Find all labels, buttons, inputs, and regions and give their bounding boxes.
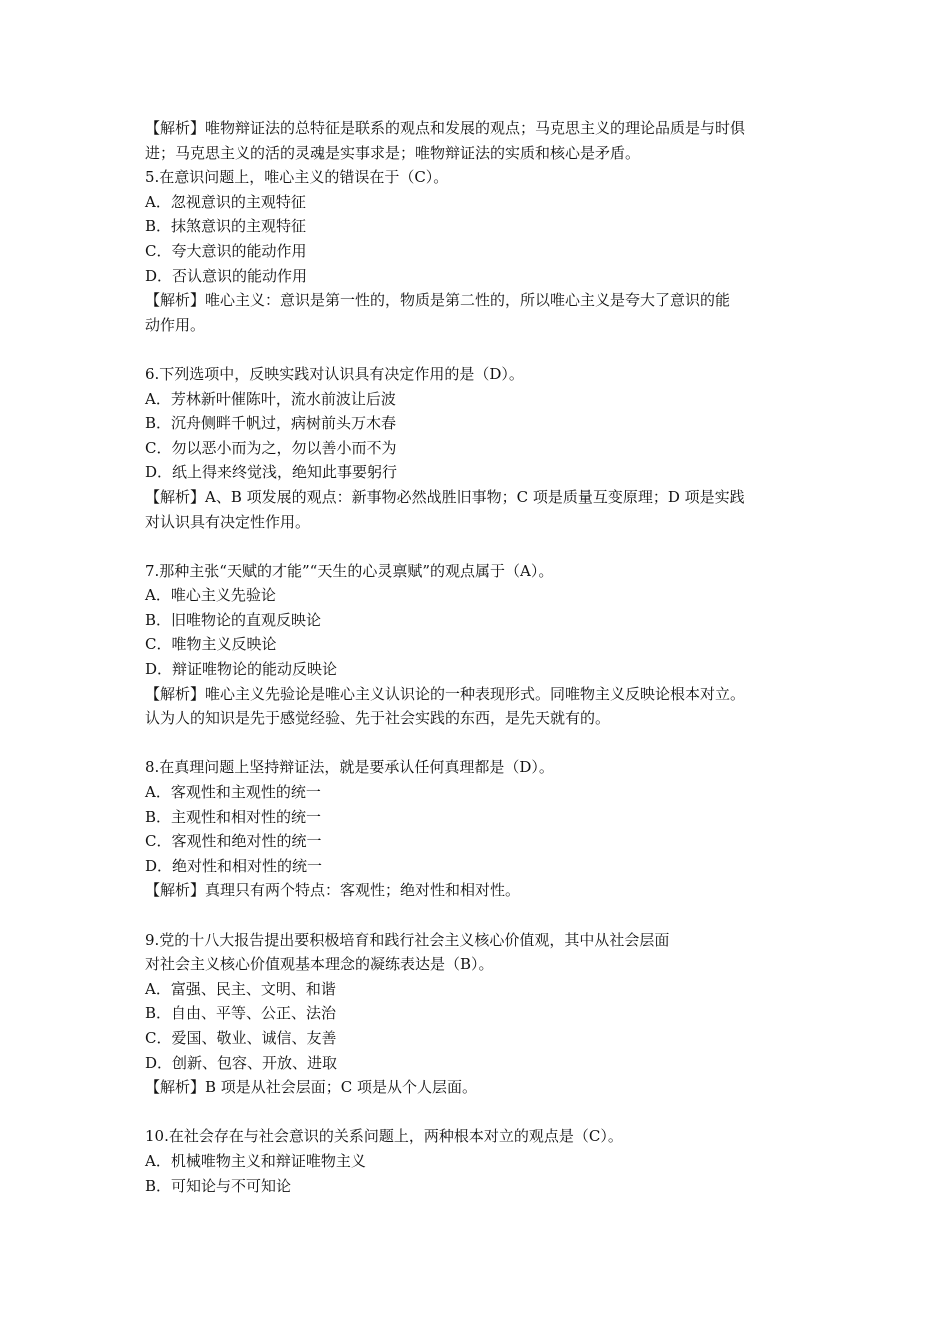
blank-line [145, 534, 815, 559]
blank-line [145, 1100, 815, 1125]
option-d: D．创新、包容、开放、进取 [145, 1053, 338, 1072]
analysis-line: 认为人的知识是先于感觉经验、先于社会实践的东西，是先天就有的。 [145, 709, 611, 728]
question-6: 6.下列选项中，反映实践对认识具有决定作用的是（D）。 [145, 364, 524, 383]
blank-line [145, 337, 815, 362]
analysis-line: 【解析】真理只有两个特点：客观性；绝对性和相对性。 [145, 881, 521, 900]
option-a: A．唯心主义先验论 [145, 586, 276, 605]
question-8: 8.在真理问题上坚持辩证法，就是要承认任何真理都是（D）。 [145, 758, 554, 777]
option-a: A．机械唯物主义和辩证唯物主义 [145, 1151, 366, 1170]
option-b: B．主观性和相对性的统一 [145, 807, 322, 826]
option-c: C．夸大意识的能动作用 [145, 241, 307, 260]
analysis-line: 【解析】唯心主义：意识是第一性的，物质是第二性的，所以唯心主义是夸大了意识的能 [145, 291, 731, 310]
option-d: D．绝对性和相对性的统一 [145, 856, 323, 875]
option-c: C．唯物主义反映论 [145, 635, 277, 654]
option-b: B．可知论与不可知论 [145, 1176, 292, 1195]
analysis-line: 【解析】B 项是从社会层面；C 项是从个人层面。 [145, 1078, 478, 1097]
option-c: C．勿以恶小而为之，勿以善小而不为 [145, 438, 397, 457]
analysis-line: 进；马克思主义的活的灵魂是实事求是；唯物辩证法的实质和核心是矛盾。 [145, 143, 641, 162]
blank-line [145, 903, 815, 928]
question-7: 7.那种主张“天赋的才能”“天生的心灵禀赋”的观点属于（A）。 [145, 561, 554, 580]
option-a: A．芳林新叶催陈叶，流水前波让后波 [145, 389, 396, 408]
analysis-line: 【解析】A、B 项发展的观点：新事物必然战胜旧事物；C 项是质量互变原理；D 项是实践 [145, 487, 745, 506]
option-b: B．沉舟侧畔千帆过，病树前头万木春 [145, 414, 397, 433]
question-10: 10.在社会存在与社会意识的关系问题上，两种根本对立的观点是（C）。 [145, 1127, 623, 1146]
question-5: 5.在意识问题上，唯心主义的错误在于（C）。 [145, 168, 449, 187]
option-b: B．抹煞意识的主观特征 [145, 217, 307, 236]
blank-line [145, 731, 815, 756]
analysis-line: 【解析】唯物辩证法的总特征是联系的观点和发展的观点；马克思主义的理论品质是与时俱 [145, 119, 746, 137]
option-b: B．自由、平等、公正、法治 [145, 1004, 337, 1023]
option-c: C．客观性和绝对性的统一 [145, 832, 322, 851]
question-9-line-1: 9.党的十八大报告提出要积极培育和践行社会主义核心价值观，其中从社会层面 [145, 930, 670, 949]
question-9-line-2: 对社会主义核心价值观基本理念的凝练表达是（B）。 [145, 955, 494, 974]
option-d: D．否认意识的能动作用 [145, 266, 308, 285]
option-a: A．忽视意识的主观特征 [145, 192, 306, 211]
document-page [145, 116, 815, 1198]
analysis-line: 【解析】唯心主义先验论是唯心主义认识论的一种表现形式。同唯物主义反映论根本对立。 [145, 684, 746, 703]
option-a: A．客观性和主观性的统一 [145, 783, 321, 802]
option-a: A．富强、民主、文明、和谐 [145, 979, 336, 998]
analysis-line: 动作用。 [145, 315, 206, 334]
option-b: B．旧唯物论的直观反映论 [145, 610, 322, 629]
option-c: C．爱国、敬业、诚信、友善 [145, 1028, 337, 1047]
option-d: D．辩证唯物论的能动反映论 [145, 660, 338, 679]
option-d: D．纸上得来终觉浅，绝知此事要躬行 [145, 463, 398, 482]
analysis-line: 对认识具有决定性作用。 [145, 512, 311, 531]
